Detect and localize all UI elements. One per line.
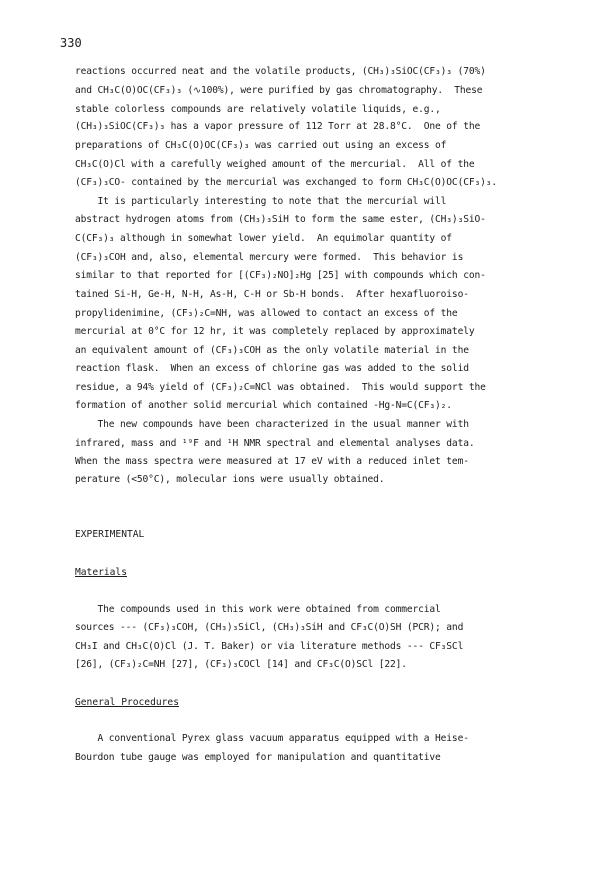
paragraph-line: and CH₃C(O)OC(CF₃)₃ (∿100%), were purified by gas chromatography. These xyxy=(75,85,483,96)
paragraph-line: stable colorless compounds are relatively volatile liquids, e.g., xyxy=(75,104,441,115)
page-number: 330 xyxy=(60,36,82,50)
paragraph-line: (CH₃)₃SiOC(CF₃)₃ has a vapor pressure of 112 Torr at 28.8°C. One of the xyxy=(75,121,481,132)
paragraph-line: infrared, mass and ¹⁹F and ¹H NMR spectral and elemental analyses data. xyxy=(75,438,475,449)
paragraph-line: The new compounds have been characterized in the usual manner with xyxy=(75,419,469,430)
paragraph-line: reaction flask. When an excess of chlorine gas was added to the solid xyxy=(75,363,469,374)
paragraph-line: C(CF₃)₃ although in somewhat lower yield. An equimolar quantity of xyxy=(75,233,452,244)
paragraph-line: preparations of CH₃C(O)OC(CF₃)₃ was carried out using an excess of xyxy=(75,140,447,151)
materials-line: The compounds used in this work were obtained from commercial xyxy=(75,604,441,615)
paragraph-line: (CF₃)₃COH and, also, elemental mercury were formed. This behavior is xyxy=(75,252,464,263)
paragraph-line: (CF₃)₃CO- contained by the mercurial was exchanged to form CH₃C(O)OC(CF₃)₃. xyxy=(75,177,497,188)
paragraph-line: perature (<50°C), molecular ions were usually obtained. xyxy=(75,474,385,485)
subsection-title-general-procedures: General Procedures xyxy=(75,697,179,708)
general-procedures-line: A conventional Pyrex glass vacuum apparatus equipped with a Heise- xyxy=(75,733,469,744)
paragraph-line: mercurial at 0°C for 12 hr, it was completely replaced by approximately xyxy=(75,326,475,337)
general-procedures-line: Bourdon tube gauge was employed for manipulation and quantitative xyxy=(75,752,441,763)
paragraph-line: residue, a 94% yield of (CF₃)₂C=NCl was obtained. This would support the xyxy=(75,382,486,393)
materials-line: CH₃I and CH₃C(O)Cl (J. T. Baker) or via literature methods --- CF₃SCl xyxy=(75,641,464,652)
paragraph-line: formation of another solid mercurial which contained -Hg-N=C(CF₃)₂. xyxy=(75,400,452,411)
paragraph-line: tained Si-H, Ge-H, N-H, As-H, C-H or Sb-H bonds. After hexafluoroiso- xyxy=(75,289,469,300)
paragraph-line: similar to that reported for [(CF₃)₂NO]₂Hg [25] with compounds which con- xyxy=(75,270,486,281)
materials-line: [26], (CF₃)₂C=NH [27], (CF₃)₃COCl [14] and CF₃C(O)SCl [22]. xyxy=(75,659,407,670)
paragraph-line: propylidenimine, (CF₃)₂C=NH, was allowed to contact an excess of the xyxy=(75,308,458,319)
materials-line: sources --- (CF₃)₃COH, (CH₃)₃SiCl, (CH₃)₃SiH and CF₃C(O)SH (PCR); and xyxy=(75,622,464,633)
paragraph-line: It is particularly interesting to note that the mercurial will xyxy=(75,196,447,207)
paragraph-line: CH₃C(O)Cl with a carefully weighed amount of the mercurial. All of the xyxy=(75,159,475,170)
section-title-experimental: EXPERIMENTAL xyxy=(75,529,145,540)
paragraph-line: an equivalent amount of (CF₃)₃COH as the only volatile material in the xyxy=(75,345,469,356)
paragraph-line: reactions occurred neat and the volatile products, (CH₃)₃SiOC(CF₃)₃ (70%) xyxy=(75,66,486,77)
paragraph-line: When the mass spectra were measured at 17 eV with a reduced inlet tem- xyxy=(75,456,469,467)
subsection-title-materials: Materials xyxy=(75,567,127,578)
paragraph-line: abstract hydrogen atoms from (CH₃)₃SiH to form the same ester, (CH₃)₃SiO- xyxy=(75,214,486,225)
